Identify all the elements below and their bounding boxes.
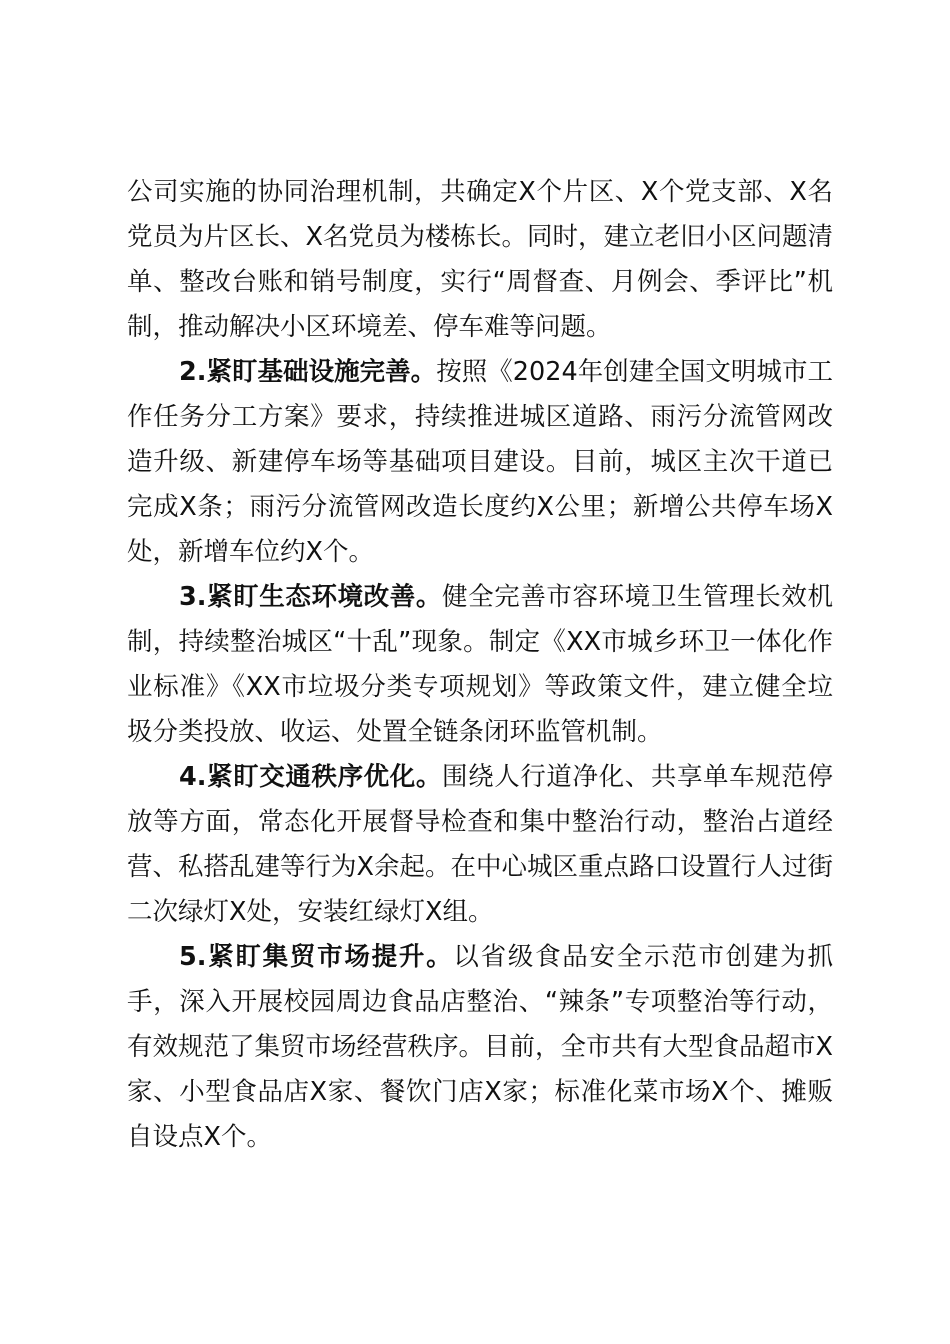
paragraph-traffic xyxy=(127,755,833,935)
paragraph-text: 围绕人行道净化、共享单车规范停放等方面，常态化开展督导检查和集中整治行动，整治占道经营、私搭乱建等行为X余起。在中心城区重点路口设置行人过街二次绿灯X处，安装红绿灯X组。 xyxy=(127,762,833,927)
paragraph-heading: 2.紧盯基础设施完善。 xyxy=(179,357,437,387)
paragraph-heading: 3.紧盯生态环境改善。 xyxy=(179,582,442,612)
paragraph-market xyxy=(127,935,833,1160)
paragraph-heading: 5.紧盯集贸市场提升。 xyxy=(179,942,454,972)
paragraph-text: 公司实施的协同治理机制，共确定X个片区、X个党支部、X名党员为片区长、X名党员为楼栋长。同时，建立老旧小区问题清单、整改台账和销号制度，实行“周督查、月例会、季评比”机制，推动解决小区环境差、停车难等问题。 xyxy=(127,177,833,342)
paragraph-ecology xyxy=(127,575,833,755)
paragraph-heading: 4.紧盯交通秩序优化。 xyxy=(179,762,442,792)
paragraph-text: 以省级食品安全示范市创建为抓手，深入开展校园周边食品店整治、“辣条”专项整治等行动，有效规范了集贸市场经营秩序。目前，全市共有大型食品超市X家、小型食品店X家、餐饮门店X家；标准化菜市场X个、摊贩自设点X个。 xyxy=(127,942,833,1152)
paragraph-infrastructure xyxy=(127,350,833,575)
paragraph-text: 健全完善市容环境卫生管理长效机制，持续整治城区“十乱”现象。制定《XX市城乡环卫一体化作业标准》《XX市垃圾分类专项规划》等政策文件，建立健全垃圾分类投放、收运、处置全链条闭环监管机制。 xyxy=(127,582,833,747)
paragraph-continuation xyxy=(127,170,833,350)
paragraph-text: 按照《2024年创建全国文明城市工作任务分工方案》要求，持续推进城区道路、雨污分流管网改造升级、新建停车场等基础项目建设。目前，城区主次干道已完成X条；雨污分流管网改造长度约X公里；新增公共停车场X处，新增车位约X个。 xyxy=(127,357,833,567)
document-body xyxy=(127,170,833,1160)
